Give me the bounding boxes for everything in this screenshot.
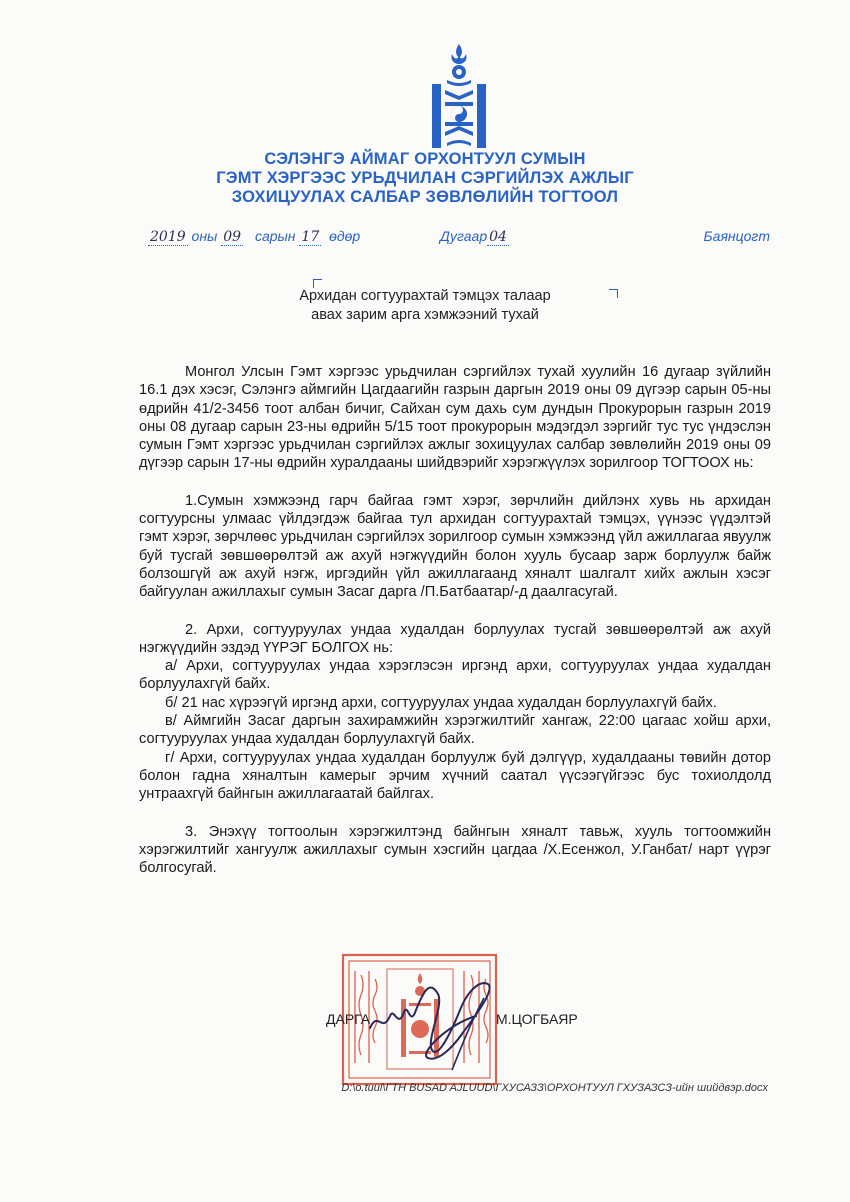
number-label: Дугаар	[440, 228, 488, 244]
intro-paragraph: Монгол Улсын Гэмт хэргээс урьдчилан сэргийлэх тухай хуулийн 16 дугаар зүйлийн 16.1 дэх хэсэг, Сэлэнгэ аймгийн Цагдаагийн газрын даргын 2019 оны 09 дүгээр сарын 05-ны өдрийн 41/2-3456 тоот албан бичиг, Сайхан сум дахь сум дундын Прокурорын газрын 2019 оны 08 дугаар сарын 23-ны өдрийн 5/15 тоот прокурорын мэдэгдэл зэргийг тус тус үндэслэн сумын Гэмт хэргээс урьдчилан сэргийлэх ажлыг зохицуулах салбар зөвлөлийн 2019 оны 09 дүгээр сарын 17-ны өдрийн хуралдааны шийдвэрийг хэрэгжүүлэх зорилгоор ТОГТООХ нь:	[139, 364, 771, 472]
item-2a-paragraph: а/ Архи, согтууруулах ундаа хэрэглэсэн иргэнд архи, согтууруулах ундаа худалдан борлуулахгүй байх.	[139, 658, 771, 693]
state-emblem-icon	[428, 42, 490, 152]
date-day-suffix: өдөр	[329, 228, 361, 244]
item-2-paragraph: 2. Архи, согтууруулах ундаа худалдан борлуулах тусгай зөвшөөрөлтэй аж ахуй нэгжүүдийн эздэд ҮҮРЭГ БОЛГОХ нь:	[139, 621, 771, 656]
header-line-3: ЗОХИЦУУЛАХ САЛБАР ЗӨВЛӨЛИЙН ТОГТООЛ	[231, 188, 619, 206]
item-3-paragraph: 3. Энэхүү тогтоолын хэрэгжилтэнд байнгын хяналт тавьж, хууль тогтоомжийн хэрэгжилтийг хангуулж ажиллахыг сумын хэсгийн цагдаа /Х.Есенжол, У.Ганбат/ нарт үүрэг болгосугай.	[139, 823, 771, 877]
header-line-2: ГЭМТ ХЭРГЭЭС УРЬДЧИЛАН СЭРГИЙЛЭХ АЖЛЫГ	[216, 169, 634, 187]
item-1-paragraph: 1.Сумын хэмжээнд гарч байгаа гэмт хэрэг, зөрчлийн дийлэнх хувь нь архидан согтуурсны улмаас үйлдэгдэж байгаа тул архидан согтуурахтай тэмцэх, үүнээс үүдэлтэй гэмт хэрэг, зөрчлөөс урьдчилан сэргийлэх зорилгоор сумын хэмжээнд үйл ажиллагаа явуулж буй тусгай зөвшөөрөлтэй аж ахуй нэгжүүдийн болон хууль бусаар зарж борлуулж байж болзошгүй аж ахуй нэгж, иргэдийн үйл ажиллагаанд хяналт шалгалт хийх ажлын хэсэг байгуулан ажиллахыг сумын Засаг дарга /П.Батбаатар/-д даалгасугай.	[139, 492, 771, 601]
document-title	[0, 287, 850, 325]
title-line-2: авах зарим арга хэмжээний тухай	[311, 307, 539, 323]
title-line-1: Архидан согтуурахтай тэмцэх талаар	[299, 288, 551, 304]
signatory-title: ДАРГА	[326, 1011, 371, 1027]
date-month: 09	[223, 229, 242, 245]
date-day: 17	[301, 229, 320, 245]
item-2b-paragraph: б/ 21 нас хүрээгүй иргэнд архи, согтууруулах ундаа худалдан борлуулахгүй байх.	[165, 694, 717, 711]
document-body	[139, 363, 771, 877]
date-number-line	[148, 228, 770, 248]
date-year-suffix: оны	[191, 228, 218, 244]
date-year: 2019	[150, 229, 186, 245]
item-2c-paragraph: в/ Аймгийн Засаг даргын захирамжийн хэрэгжилтийг хангаж, 22:00 цагаас хойш архи, согтууруулах ундаа худалдан борлуулахгүй байх.	[139, 713, 771, 748]
header-line-1: СЭЛЭНГЭ АЙМАГ ОРХОНТУУЛ СУМЫН	[264, 150, 586, 168]
place-name: Баянцогт	[703, 228, 770, 244]
item-2d-paragraph: г/ Архи, согтууруулах ундаа худалдан борлуулж буй дэлгүүр, худалдааны төвийн дотор болон гадна хяналтын камерыг эрчим хүчний саатал үүсээгүйгээс бус тохиолдолд унтраахгүй байнгын ажиллагаатай байлгах.	[139, 749, 771, 803]
document-number: 04	[489, 229, 507, 245]
signatory-name: М.ЦОГБАЯР	[496, 1011, 578, 1027]
document-header	[0, 150, 850, 207]
file-path-footer: D:\o.tuul\ГТН BUSAD AJLUUD\ГХУСАЗЗ\ОРХОНТУУЛ ГХУЗАЗСЗ-ийн шийдвэр.docx	[341, 1082, 768, 1094]
date-month-suffix: сарын	[254, 228, 296, 244]
